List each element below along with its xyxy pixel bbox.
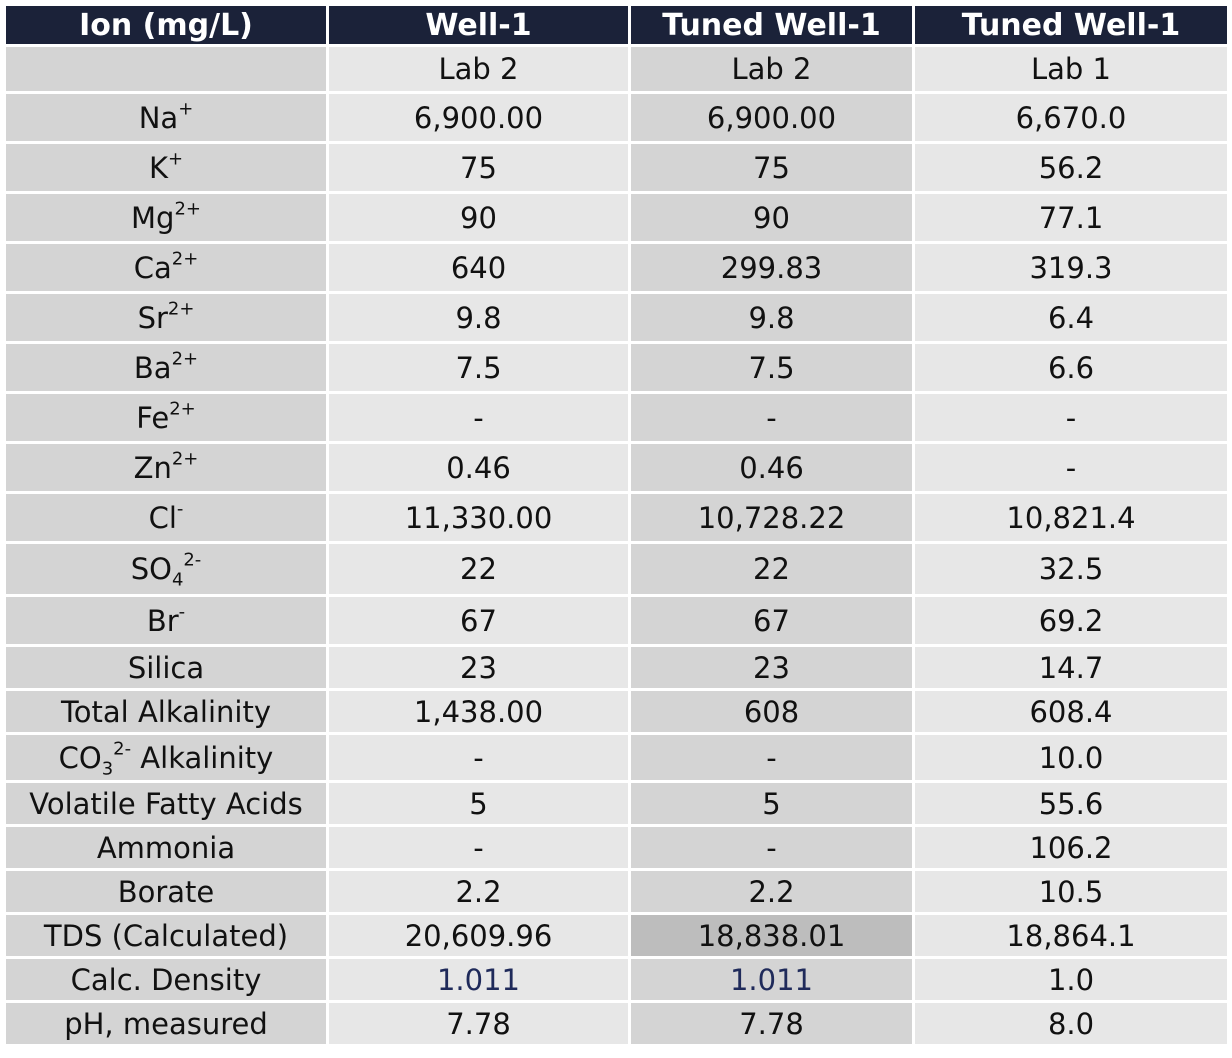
- table-row: [6, 1003, 1227, 1044]
- ion-base: Ca: [133, 250, 172, 285]
- well-1-value: 11,330.00: [329, 494, 628, 541]
- tuned-well-1-lab2-value: 90: [631, 194, 912, 241]
- ion-name-cell: [6, 194, 326, 241]
- well-1-value: 67: [329, 597, 628, 644]
- tuned-well-1-lab2-value: 22: [631, 544, 912, 594]
- ion-name-cell: [6, 871, 326, 912]
- tuned-well-1-lab1-value: 1.0: [915, 959, 1227, 1000]
- ion-name-cell: [6, 735, 326, 780]
- subheader-empty: [6, 47, 326, 91]
- tuned-well-1-lab1-value: 10,821.4: [915, 494, 1227, 541]
- tuned-well-1-lab2-value: 299.83: [631, 244, 912, 291]
- ion-base: Volatile Fatty Acids: [29, 786, 303, 821]
- ion-name-cell: [6, 915, 326, 956]
- tuned-well-1-lab1-value: -: [915, 444, 1227, 491]
- ion-name-cell: [6, 827, 326, 868]
- well-1-value: 20,609.96: [329, 915, 628, 956]
- ion-charge: 2+: [171, 448, 199, 470]
- tuned-well-1-lab2-value: -: [631, 827, 912, 868]
- table-row: [6, 597, 1227, 644]
- ion-composition-table: [3, 3, 1230, 1047]
- ion-charge: -: [176, 498, 184, 520]
- well-1-value: -: [329, 735, 628, 780]
- ion-name-cell: [6, 544, 326, 594]
- table-row: [6, 827, 1227, 868]
- table-row: [6, 444, 1227, 491]
- ion-charge: 2+: [171, 348, 199, 370]
- ion-name-cell: [6, 344, 326, 391]
- ion-name-cell: [6, 691, 326, 732]
- ion-base: Na: [138, 100, 179, 135]
- ion-name-cell: [6, 959, 326, 1000]
- well-1-value: 6,900.00: [329, 94, 628, 141]
- well-1-value: 75: [329, 144, 628, 191]
- ion-base: TDS (Calculated): [43, 918, 289, 953]
- header-tuned-well-1-lab1: Tuned Well-1: [915, 6, 1227, 44]
- tuned-well-1-lab2-value: 7.5: [631, 344, 912, 391]
- tuned-well-1-lab1-value: 10.5: [915, 871, 1227, 912]
- well-1-value: 2.2: [329, 871, 628, 912]
- header-row: [6, 6, 1227, 44]
- well-1-value: 90: [329, 194, 628, 241]
- tuned-well-1-lab1-value: 14.7: [915, 647, 1227, 688]
- ion-charge: 2-: [113, 738, 132, 760]
- ion-base: Borate: [117, 874, 215, 909]
- ion-charge: 2+: [171, 248, 199, 270]
- well-1-value: -: [329, 827, 628, 868]
- ion-name-cell: [6, 444, 326, 491]
- tuned-well-1-lab1-value: 6.4: [915, 294, 1227, 341]
- well-1-value: 7.5: [329, 344, 628, 391]
- ion-charge: 2+: [167, 298, 195, 320]
- ion-base: Ammonia: [96, 830, 236, 865]
- well-1-value: 7.78: [329, 1003, 628, 1044]
- subheader-lab: Lab 1: [915, 47, 1227, 91]
- well-1-value: -: [329, 394, 628, 441]
- ion-charge: -: [178, 601, 186, 623]
- table-row: [6, 494, 1227, 541]
- ion-charge: 2+: [169, 398, 196, 420]
- tuned-well-1-lab1-value: -: [915, 394, 1227, 441]
- ion-name-cell: [6, 394, 326, 441]
- ion-base: Ba: [133, 350, 172, 385]
- tuned-well-1-lab1-value: 69.2: [915, 597, 1227, 644]
- table-row: [6, 735, 1227, 780]
- ion-base: Calc. Density: [70, 962, 262, 997]
- table-row: [6, 647, 1227, 688]
- table-row: [6, 915, 1227, 956]
- ion-name-cell: [6, 647, 326, 688]
- tuned-well-1-lab1-value: 6,670.0: [915, 94, 1227, 141]
- ion-base: pH, measured: [64, 1006, 268, 1041]
- tuned-well-1-lab1-value: 55.6: [915, 783, 1227, 824]
- tuned-well-1-lab2-value: 1.011: [631, 959, 912, 1000]
- tuned-well-1-lab1-value: 8.0: [915, 1003, 1227, 1044]
- well-1-value: 0.46: [329, 444, 628, 491]
- ion-base: Sr: [137, 300, 168, 335]
- subheader-lab: Lab 2: [631, 47, 912, 91]
- tuned-well-1-lab2-value: 10,728.22: [631, 494, 912, 541]
- table-row: [6, 144, 1227, 191]
- ion-charge: 2-: [183, 549, 202, 571]
- ion-name-cell: [6, 783, 326, 824]
- tuned-well-1-lab2-value: 5: [631, 783, 912, 824]
- ion-name-cell: [6, 94, 326, 141]
- tuned-well-1-lab2-value: 6,900.00: [631, 94, 912, 141]
- ion-charge: 2+: [174, 198, 201, 220]
- header-ion-label: Ion (mg/L): [6, 6, 326, 44]
- well-1-value: 1,438.00: [329, 691, 628, 732]
- well-1-value: 9.8: [329, 294, 628, 341]
- ion-base: Cl: [148, 500, 177, 535]
- tuned-well-1-lab1-value: 106.2: [915, 827, 1227, 868]
- ion-charge: +: [178, 98, 194, 120]
- table-row: [6, 244, 1227, 291]
- tuned-well-1-lab1-value: 6.6: [915, 344, 1227, 391]
- table-row: [6, 959, 1227, 1000]
- ion-name-cell: [6, 494, 326, 541]
- well-1-value: 22: [329, 544, 628, 594]
- ion-base: Silica: [127, 650, 205, 685]
- ion-base: Total Alkalinity: [61, 694, 271, 729]
- table-row: [6, 394, 1227, 441]
- lab-subheader-row: [6, 47, 1227, 91]
- tuned-well-1-lab2-value: -: [631, 394, 912, 441]
- tuned-well-1-lab1-value: 18,864.1: [915, 915, 1227, 956]
- tuned-well-1-lab2-value: 0.46: [631, 444, 912, 491]
- header-well-1: Well-1: [329, 6, 628, 44]
- tuned-well-1-lab1-value: 77.1: [915, 194, 1227, 241]
- table-row: [6, 344, 1227, 391]
- ion-base: Br: [146, 603, 179, 638]
- tuned-well-1-lab2-value: 67: [631, 597, 912, 644]
- table-row: [6, 194, 1227, 241]
- well-1-value: 1.011: [329, 959, 628, 1000]
- tuned-well-1-lab2-value: 7.78: [631, 1003, 912, 1044]
- subheader-lab: Lab 2: [329, 47, 628, 91]
- table-row: [6, 544, 1227, 594]
- header-tuned-well-1-lab2: Tuned Well-1: [631, 6, 912, 44]
- tuned-well-1-lab2-value: 2.2: [631, 871, 912, 912]
- ion-base: CO: [58, 740, 102, 775]
- tuned-well-1-lab2-value: 608: [631, 691, 912, 732]
- tuned-well-1-lab2-value: 23: [631, 647, 912, 688]
- ion-base: K: [148, 150, 168, 185]
- ion-name-cell: [6, 144, 326, 191]
- well-1-value: 640: [329, 244, 628, 291]
- ion-suffix: Alkalinity: [131, 740, 274, 775]
- table-row: [6, 871, 1227, 912]
- well-1-value: 23: [329, 647, 628, 688]
- table-row: [6, 691, 1227, 732]
- table-row: [6, 94, 1227, 141]
- ion-name-cell: [6, 597, 326, 644]
- table-row: [6, 294, 1227, 341]
- tuned-well-1-lab1-value: 319.3: [915, 244, 1227, 291]
- ion-name-cell: [6, 244, 326, 291]
- ion-name-cell: [6, 1003, 326, 1044]
- tuned-well-1-lab2-value: 9.8: [631, 294, 912, 341]
- tuned-well-1-lab1-value: 608.4: [915, 691, 1227, 732]
- well-1-value: 5: [329, 783, 628, 824]
- ion-base: Zn: [133, 450, 172, 485]
- ion-name-cell: [6, 294, 326, 341]
- tuned-well-1-lab2-value: 18,838.01: [631, 915, 912, 956]
- tuned-well-1-lab1-value: 56.2: [915, 144, 1227, 191]
- table-row: [6, 783, 1227, 824]
- ion-charge: +: [167, 148, 184, 170]
- ion-base: Fe: [136, 400, 170, 435]
- ion-subscript: 4: [171, 569, 184, 591]
- ion-subscript: 3: [101, 757, 114, 779]
- ion-base: SO: [130, 552, 172, 586]
- tuned-well-1-lab2-value: 75: [631, 144, 912, 191]
- tuned-well-1-lab2-value: -: [631, 735, 912, 780]
- ion-base: Mg: [131, 200, 175, 235]
- tuned-well-1-lab1-value: 10.0: [915, 735, 1227, 780]
- tuned-well-1-lab1-value: 32.5: [915, 544, 1227, 594]
